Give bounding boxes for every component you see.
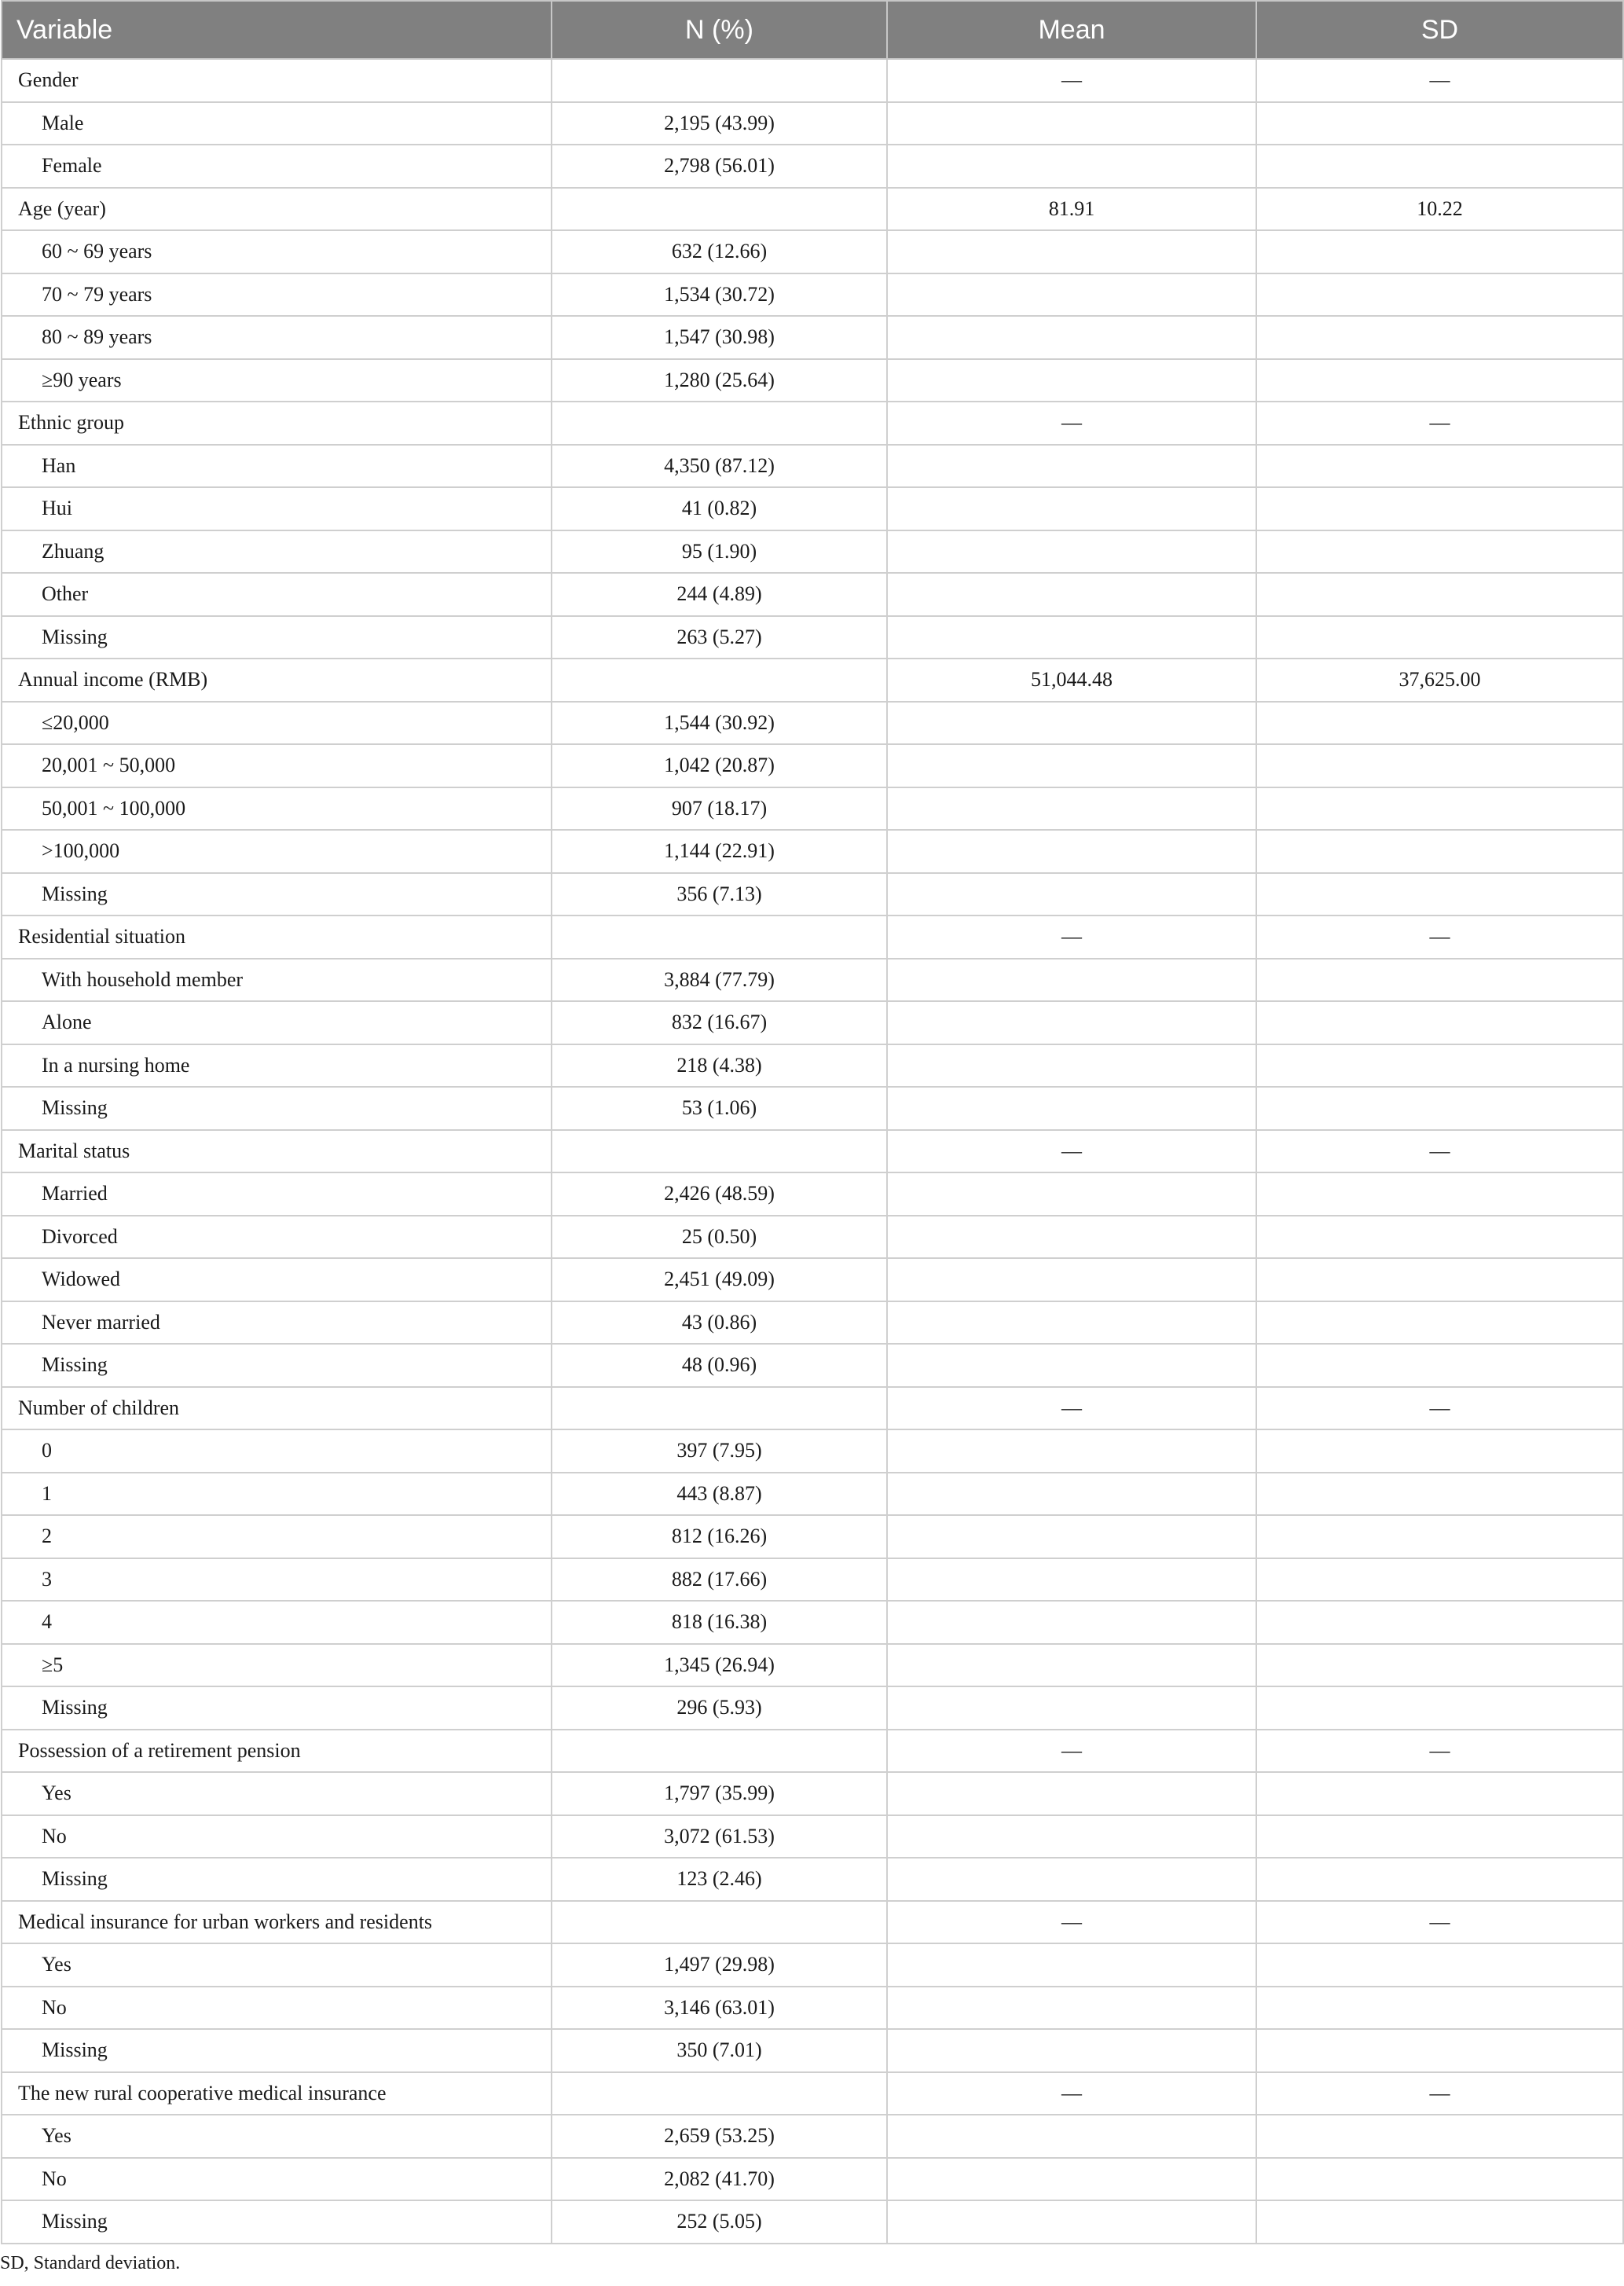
n-percent-cell (552, 916, 887, 959)
table-row (2, 1044, 1623, 1088)
sd-cell (1256, 1686, 1623, 1730)
mean-cell (887, 1473, 1256, 1516)
table-row (2, 1001, 1623, 1044)
sd-cell (1256, 1858, 1623, 1901)
variable-cell: >100,000 (2, 830, 552, 873)
variable-cell: Missing (2, 1686, 552, 1730)
sd-cell (1256, 102, 1623, 145)
n-percent-cell: 1,497 (29.98) (552, 1943, 887, 1987)
table-row (2, 102, 1623, 145)
sd-cell: — (1256, 1387, 1623, 1430)
mean-cell (887, 1216, 1256, 1259)
variable-cell: Age (year) (2, 188, 552, 231)
table-row (2, 230, 1623, 273)
mean-cell: — (887, 1130, 1256, 1173)
sd-cell (1256, 2200, 1623, 2244)
mean-cell (887, 487, 1256, 530)
n-percent-cell: 1,042 (20.87) (552, 744, 887, 787)
n-percent-cell: 812 (16.26) (552, 1515, 887, 1558)
sd-cell (1256, 445, 1623, 488)
sd-cell (1256, 1772, 1623, 1815)
table-row (2, 1216, 1623, 1259)
variable-cell: Widowed (2, 1258, 552, 1301)
sd-cell: — (1256, 916, 1623, 959)
variable-cell: 3 (2, 1558, 552, 1602)
table-row (2, 530, 1623, 574)
table-row (2, 1943, 1623, 1987)
mean-cell (887, 530, 1256, 574)
header-mean: Mean (887, 1, 1256, 59)
n-percent-cell: 252 (5.05) (552, 2200, 887, 2244)
variable-cell: Ethnic group (2, 402, 552, 445)
sd-cell (1256, 1815, 1623, 1859)
variable-cell: Missing (2, 2200, 552, 2244)
mean-cell (887, 1686, 1256, 1730)
mean-cell (887, 145, 1256, 188)
sd-cell: — (1256, 402, 1623, 445)
variable-cell: Married (2, 1172, 552, 1216)
sd-cell (1256, 1943, 1623, 1987)
n-percent-cell (552, 1901, 887, 1944)
table-row (2, 1301, 1623, 1345)
variable-cell: Yes (2, 2115, 552, 2158)
n-percent-cell: 4,350 (87.12) (552, 445, 887, 488)
n-percent-cell: 41 (0.82) (552, 487, 887, 530)
n-percent-cell: 1,797 (35.99) (552, 1772, 887, 1815)
sd-cell (1256, 1987, 1623, 2030)
mean-cell (887, 359, 1256, 402)
variable-cell: Missing (2, 1858, 552, 1901)
n-percent-cell (552, 1130, 887, 1173)
sd-cell (1256, 145, 1623, 188)
table-row (2, 1815, 1623, 1859)
sd-cell (1256, 487, 1623, 530)
n-percent-cell: 1,547 (30.98) (552, 316, 887, 359)
variable-cell: Medical insurance for urban workers and residents (2, 1901, 552, 1944)
mean-cell (887, 1087, 1256, 1130)
mean-cell (887, 1044, 1256, 1088)
variable-cell: ≥90 years (2, 359, 552, 402)
header-n-percent: N (%) (552, 1, 887, 59)
variable-cell: Female (2, 145, 552, 188)
table-row (2, 145, 1623, 188)
table-row (2, 2029, 1623, 2072)
n-percent-cell (552, 188, 887, 231)
mean-cell: 81.91 (887, 188, 1256, 231)
category-row (2, 1901, 1623, 1944)
n-percent-cell: 818 (16.38) (552, 1601, 887, 1644)
mean-cell (887, 1772, 1256, 1815)
table-row (2, 1601, 1623, 1644)
variable-cell: Annual income (RMB) (2, 659, 552, 702)
sd-cell (1256, 1601, 1623, 1644)
table-row (2, 359, 1623, 402)
variable-cell: Missing (2, 873, 552, 916)
sd-cell: — (1256, 1730, 1623, 1773)
sd-cell (1256, 316, 1623, 359)
variable-cell: Other (2, 573, 552, 616)
variable-cell: Missing (2, 1087, 552, 1130)
variable-cell: Missing (2, 2029, 552, 2072)
table-row (2, 273, 1623, 317)
mean-cell (887, 1001, 1256, 1044)
n-percent-cell (552, 402, 887, 445)
mean-cell (887, 1344, 1256, 1387)
variable-cell: Divorced (2, 1216, 552, 1259)
sd-cell: 37,625.00 (1256, 659, 1623, 702)
n-percent-cell: 1,534 (30.72) (552, 273, 887, 317)
variable-cell: 20,001 ~ 50,000 (2, 744, 552, 787)
n-percent-cell: 218 (4.38) (552, 1044, 887, 1088)
mean-cell: — (887, 402, 1256, 445)
table-row (2, 1858, 1623, 1901)
mean-cell: — (887, 1387, 1256, 1430)
variable-cell: Residential situation (2, 916, 552, 959)
sd-cell (1256, 2158, 1623, 2201)
n-percent-cell (552, 2072, 887, 2115)
table-row (2, 744, 1623, 787)
mean-cell (887, 1515, 1256, 1558)
mean-cell (887, 273, 1256, 317)
mean-cell: — (887, 916, 1256, 959)
category-row (2, 2072, 1623, 2115)
mean-cell: — (887, 1901, 1256, 1944)
mean-cell (887, 2029, 1256, 2072)
sd-cell: 10.22 (1256, 188, 1623, 231)
n-percent-cell: 48 (0.96) (552, 1344, 887, 1387)
n-percent-cell: 2,798 (56.01) (552, 145, 887, 188)
variable-cell: 4 (2, 1601, 552, 1644)
n-percent-cell (552, 59, 887, 102)
table-row (2, 1644, 1623, 1687)
demographics-table (1, 0, 1624, 2244)
variable-cell: Han (2, 445, 552, 488)
category-row (2, 1387, 1623, 1430)
mean-cell (887, 959, 1256, 1002)
mean-cell (887, 2115, 1256, 2158)
mean-cell (887, 616, 1256, 659)
sd-cell: — (1256, 2072, 1623, 2115)
table-row (2, 1558, 1623, 1602)
n-percent-cell: 882 (17.66) (552, 1558, 887, 1602)
sd-cell (1256, 573, 1623, 616)
variable-cell: No (2, 1987, 552, 2030)
mean-cell: — (887, 1730, 1256, 1773)
sd-cell (1256, 1429, 1623, 1473)
n-percent-cell: 1,144 (22.91) (552, 830, 887, 873)
sd-cell: — (1256, 59, 1623, 102)
mean-cell (887, 2158, 1256, 2201)
sd-cell (1256, 1216, 1623, 1259)
variable-cell: No (2, 2158, 552, 2201)
variable-cell: Number of children (2, 1387, 552, 1430)
mean-cell (887, 787, 1256, 831)
n-percent-cell: 25 (0.50) (552, 1216, 887, 1259)
sd-cell (1256, 273, 1623, 317)
mean-cell (887, 573, 1256, 616)
mean-cell (887, 1558, 1256, 1602)
n-percent-cell: 95 (1.90) (552, 530, 887, 574)
variable-cell: Marital status (2, 1130, 552, 1173)
variable-cell: 2 (2, 1515, 552, 1558)
table-footnote: SD, Standard deviation. (0, 2253, 181, 2273)
variable-cell: Yes (2, 1772, 552, 1815)
n-percent-cell: 3,884 (77.79) (552, 959, 887, 1002)
table-row (2, 830, 1623, 873)
table-row (2, 445, 1623, 488)
n-percent-cell: 356 (7.13) (552, 873, 887, 916)
variable-cell: Missing (2, 616, 552, 659)
variable-cell: 0 (2, 1429, 552, 1473)
sd-cell (1256, 616, 1623, 659)
n-percent-cell: 1,280 (25.64) (552, 359, 887, 402)
n-percent-cell (552, 659, 887, 702)
sd-cell (1256, 230, 1623, 273)
mean-cell: — (887, 59, 1256, 102)
table-row (2, 1515, 1623, 1558)
sd-cell (1256, 1515, 1623, 1558)
table-row (2, 2200, 1623, 2244)
variable-cell: Never married (2, 1301, 552, 1345)
n-percent-cell: 2,195 (43.99) (552, 102, 887, 145)
mean-cell (887, 744, 1256, 787)
table-row (2, 2115, 1623, 2158)
category-row (2, 916, 1623, 959)
n-percent-cell: 3,146 (63.01) (552, 1987, 887, 2030)
variable-cell: Male (2, 102, 552, 145)
sd-cell (1256, 1344, 1623, 1387)
category-row (2, 1730, 1623, 1773)
mean-cell (887, 873, 1256, 916)
variable-cell: ≥5 (2, 1644, 552, 1687)
table-header (2, 1, 1623, 59)
n-percent-cell: 832 (16.67) (552, 1001, 887, 1044)
sd-cell (1256, 702, 1623, 745)
variable-cell: Missing (2, 1344, 552, 1387)
sd-cell (1256, 2115, 1623, 2158)
category-row (2, 188, 1623, 231)
n-percent-cell: 2,426 (48.59) (552, 1172, 887, 1216)
n-percent-cell: 296 (5.93) (552, 1686, 887, 1730)
variable-cell: No (2, 1815, 552, 1859)
category-row (2, 59, 1623, 102)
mean-cell (887, 1301, 1256, 1345)
table-row (2, 1087, 1623, 1130)
table-row (2, 616, 1623, 659)
mean-cell: 51,044.48 (887, 659, 1256, 702)
category-row (2, 659, 1623, 702)
category-row (2, 1130, 1623, 1173)
n-percent-cell: 53 (1.06) (552, 1087, 887, 1130)
sd-cell (1256, 1001, 1623, 1044)
variable-cell: Hui (2, 487, 552, 530)
sd-cell (1256, 1258, 1623, 1301)
table-row (2, 2158, 1623, 2201)
sd-cell (1256, 359, 1623, 402)
sd-cell (1256, 744, 1623, 787)
table-body (2, 59, 1623, 2244)
header-variable: Variable (2, 1, 552, 59)
header-row (2, 1, 1623, 59)
mean-cell (887, 1258, 1256, 1301)
n-percent-cell: 2,659 (53.25) (552, 2115, 887, 2158)
variable-cell: Possession of a retirement pension (2, 1730, 552, 1773)
table-row (2, 787, 1623, 831)
variable-cell: 60 ~ 69 years (2, 230, 552, 273)
n-percent-cell: 43 (0.86) (552, 1301, 887, 1345)
mean-cell (887, 230, 1256, 273)
table-row (2, 959, 1623, 1002)
table-row (2, 1772, 1623, 1815)
variable-cell: Alone (2, 1001, 552, 1044)
n-percent-cell: 3,072 (61.53) (552, 1815, 887, 1859)
sd-cell (1256, 1087, 1623, 1130)
variable-cell: 70 ~ 79 years (2, 273, 552, 317)
variable-cell: With household member (2, 959, 552, 1002)
mean-cell (887, 1429, 1256, 1473)
sd-cell (1256, 830, 1623, 873)
category-row (2, 402, 1623, 445)
sd-cell: — (1256, 1901, 1623, 1944)
n-percent-cell: 907 (18.17) (552, 787, 887, 831)
n-percent-cell: 632 (12.66) (552, 230, 887, 273)
table-row (2, 1344, 1623, 1387)
mean-cell (887, 1858, 1256, 1901)
sd-cell (1256, 1558, 1623, 1602)
mean-cell: — (887, 2072, 1256, 2115)
table-row (2, 1987, 1623, 2030)
mean-cell (887, 1943, 1256, 1987)
mean-cell (887, 1987, 1256, 2030)
n-percent-cell: 350 (7.01) (552, 2029, 887, 2072)
variable-cell: Yes (2, 1943, 552, 1987)
mean-cell (887, 2200, 1256, 2244)
table-row (2, 1429, 1623, 1473)
sd-cell (1256, 959, 1623, 1002)
sd-cell (1256, 530, 1623, 574)
sd-cell (1256, 1301, 1623, 1345)
mean-cell (887, 830, 1256, 873)
mean-cell (887, 1644, 1256, 1687)
mean-cell (887, 1601, 1256, 1644)
variable-cell: Zhuang (2, 530, 552, 574)
sd-cell (1256, 1172, 1623, 1216)
table-row (2, 1473, 1623, 1516)
table-row (2, 1172, 1623, 1216)
variable-cell: In a nursing home (2, 1044, 552, 1088)
table-row (2, 573, 1623, 616)
n-percent-cell: 1,544 (30.92) (552, 702, 887, 745)
n-percent-cell: 2,082 (41.70) (552, 2158, 887, 2201)
n-percent-cell: 443 (8.87) (552, 1473, 887, 1516)
header-sd: SD (1256, 1, 1623, 59)
mean-cell (887, 316, 1256, 359)
variable-cell: 80 ~ 89 years (2, 316, 552, 359)
sd-cell (1256, 1044, 1623, 1088)
n-percent-cell: 2,451 (49.09) (552, 1258, 887, 1301)
mean-cell (887, 702, 1256, 745)
n-percent-cell: 263 (5.27) (552, 616, 887, 659)
n-percent-cell: 1,345 (26.94) (552, 1644, 887, 1687)
sd-cell (1256, 787, 1623, 831)
table-row (2, 1258, 1623, 1301)
n-percent-cell: 397 (7.95) (552, 1429, 887, 1473)
variable-cell: 1 (2, 1473, 552, 1516)
mean-cell (887, 1815, 1256, 1859)
sd-cell (1256, 1473, 1623, 1516)
n-percent-cell (552, 1387, 887, 1430)
variable-cell: 50,001 ~ 100,000 (2, 787, 552, 831)
sd-cell (1256, 873, 1623, 916)
table-row (2, 702, 1623, 745)
mean-cell (887, 445, 1256, 488)
sd-cell (1256, 2029, 1623, 2072)
n-percent-cell: 123 (2.46) (552, 1858, 887, 1901)
mean-cell (887, 1172, 1256, 1216)
sd-cell (1256, 1644, 1623, 1687)
table-row (2, 1686, 1623, 1730)
variable-cell: Gender (2, 59, 552, 102)
variable-cell: The new rural cooperative medical insurance (2, 2072, 552, 2115)
table-row (2, 487, 1623, 530)
table-row (2, 873, 1623, 916)
table-row (2, 316, 1623, 359)
sd-cell: — (1256, 1130, 1623, 1173)
n-percent-cell: 244 (4.89) (552, 573, 887, 616)
variable-cell: ≤20,000 (2, 702, 552, 745)
mean-cell (887, 102, 1256, 145)
n-percent-cell (552, 1730, 887, 1773)
